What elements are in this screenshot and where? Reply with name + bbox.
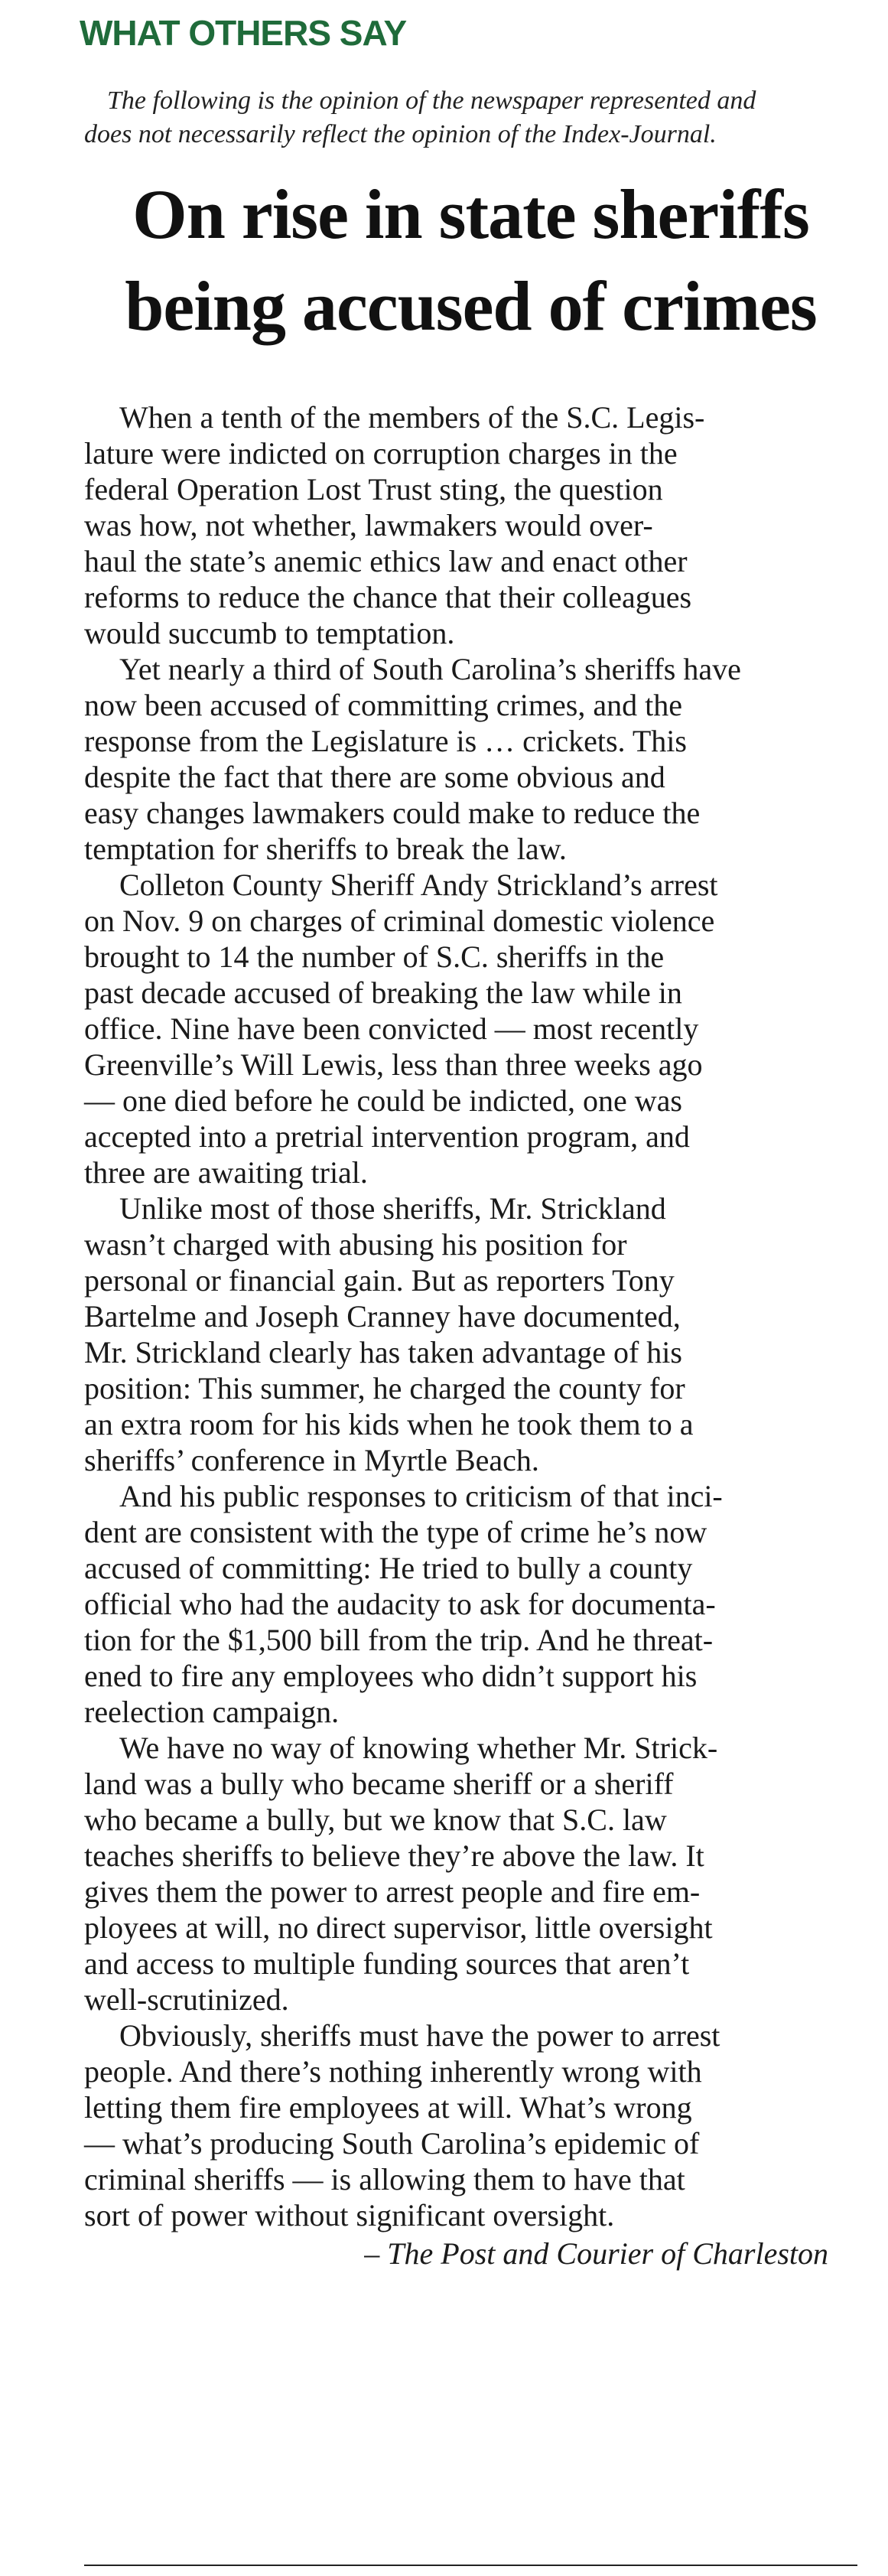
paragraph-line: who became a bully, but we know that S.C. law <box>84 1803 667 1837</box>
paragraph <box>84 1190 857 1478</box>
section-label: WHAT OTHERS SAY <box>80 13 407 53</box>
paragraph-line: despite the fact that there are some obvious and <box>84 760 665 794</box>
paragraph-line: an extra room for his kids when he took them to a <box>84 1407 694 1441</box>
paragraph-line: personal or financial gain. But as reporters Tony <box>84 1263 675 1298</box>
paragraph-line: people. And there’s nothing inherently wrong with <box>84 2054 702 2089</box>
headline-line: On rise in state sheriffs <box>132 175 809 253</box>
headline-line: being accused of crimes <box>125 267 817 345</box>
paragraph-line: official who had the audacity to ask for documenta- <box>84 1587 716 1621</box>
paragraph-line: land was a bully who became sheriff or a sheriff <box>84 1767 674 1801</box>
paragraph-line: wasn’t charged with abusing his position for <box>84 1227 627 1262</box>
paragraph-line: lature were indicted on corruption charges in the <box>84 436 678 471</box>
paragraph <box>84 1730 857 2017</box>
paragraph-line: would succumb to temptation. <box>84 616 455 650</box>
paragraph-line: letting them fire employees at will. What’s wrong <box>84 2090 692 2125</box>
paragraph-line: accepted into a pretrial intervention program, and <box>84 1119 690 1154</box>
article-body <box>84 399 857 2233</box>
paragraph-line: federal Operation Lost Trust sting, the question <box>84 472 663 506</box>
paragraph-line: three are awaiting trial. <box>84 1155 368 1190</box>
paragraph-line: Bartelme and Joseph Cranney have documented, <box>84 1299 681 1334</box>
paragraph-line: Greenville’s Will Lewis, less than three weeks ago <box>84 1047 703 1082</box>
paragraph-line: response from the Legislature is … crickets. This <box>84 724 687 758</box>
paragraph-line: Colleton County Sheriff Andy Strickland’s arrest <box>119 868 718 902</box>
paragraph-line: accused of committing: He tried to bully a county <box>84 1551 693 1585</box>
paragraph-line: — what’s producing South Carolina’s epidemic of <box>84 2126 700 2161</box>
paragraph-line: temptation for sheriffs to break the law. <box>84 832 567 866</box>
paragraph-line: now been accused of committing crimes, and the <box>84 688 682 722</box>
paragraph-line: ened to fire any employees who didn’t support his <box>84 1659 698 1693</box>
paragraph-line: gives them the power to arrest people and fire em- <box>84 1874 701 1909</box>
paragraph-line: Obviously, sheriffs must have the power to arrest <box>119 2018 720 2053</box>
paragraph-line: ployees at will, no direct supervisor, little oversight <box>84 1910 713 1945</box>
paragraph <box>84 867 857 1190</box>
paragraph-line: Yet nearly a third of South Carolina’s sheriffs have <box>119 652 741 686</box>
paragraph-line: We have no way of knowing whether Mr. Strick- <box>119 1731 718 1765</box>
paragraph-line: — one died before he could be indicted, one was <box>84 1083 682 1118</box>
attribution: – The Post and Courier of Charleston <box>364 2236 828 2271</box>
paragraph-line: Mr. Strickland clearly has taken advantage of his <box>84 1335 682 1369</box>
paragraph-line: reforms to reduce the chance that their colleagues <box>84 580 692 614</box>
paragraph-line: on Nov. 9 on charges of criminal domestic violence <box>84 904 715 938</box>
paragraph-line: haul the state’s anemic ethics law and enact other <box>84 544 688 578</box>
disclaimer-line: The following is the opinion of the newspaper represented and <box>107 86 756 115</box>
paragraph <box>84 1478 857 1730</box>
bottom-rule <box>84 2565 857 2566</box>
paragraph-line: position: This summer, he charged the county for <box>84 1371 685 1405</box>
headline <box>84 168 857 352</box>
paragraph-line: teaches sheriffs to believe they’re above the law. It <box>84 1838 704 1873</box>
paragraph-line: reelection campaign. <box>84 1695 340 1729</box>
paragraph-line: past decade accused of breaking the law while in <box>84 975 682 1010</box>
paragraph-line: Unlike most of those sheriffs, Mr. Strickland <box>119 1191 666 1226</box>
paragraph-line: criminal sheriffs — is allowing them to have that <box>84 2162 685 2197</box>
disclaimer-line: does not necessarily reflect the opinion of the Index-Journal. <box>84 120 717 148</box>
paragraph-line: dent are consistent with the type of crime he’s now <box>84 1515 707 1549</box>
paragraph-line: was how, not whether, lawmakers would over- <box>84 508 653 542</box>
paragraph-line: sheriffs’ conference in Myrtle Beach. <box>84 1443 539 1477</box>
paragraph-line: And his public responses to criticism of that inci- <box>119 1479 723 1513</box>
paragraph-line: easy changes lawmakers could make to reduce the <box>84 796 701 830</box>
disclaimer <box>84 84 857 151</box>
paragraph-line: brought to 14 the number of S.C. sheriffs in the <box>84 940 665 974</box>
paragraph-line: office. Nine have been convicted — most recently <box>84 1011 699 1046</box>
paragraph <box>84 2017 857 2233</box>
paragraph <box>84 399 857 651</box>
paragraph-line: well-scrutinized. <box>84 1982 289 2017</box>
paragraph <box>84 651 857 867</box>
paragraph-line: sort of power without significant oversight. <box>84 2198 615 2232</box>
paragraph-line: and access to multiple funding sources that aren’t <box>84 1946 690 1981</box>
paragraph-line: When a tenth of the members of the S.C. Legis- <box>119 400 705 435</box>
paragraph-line: tion for the $1,500 bill from the trip. And he threat- <box>84 1623 714 1657</box>
